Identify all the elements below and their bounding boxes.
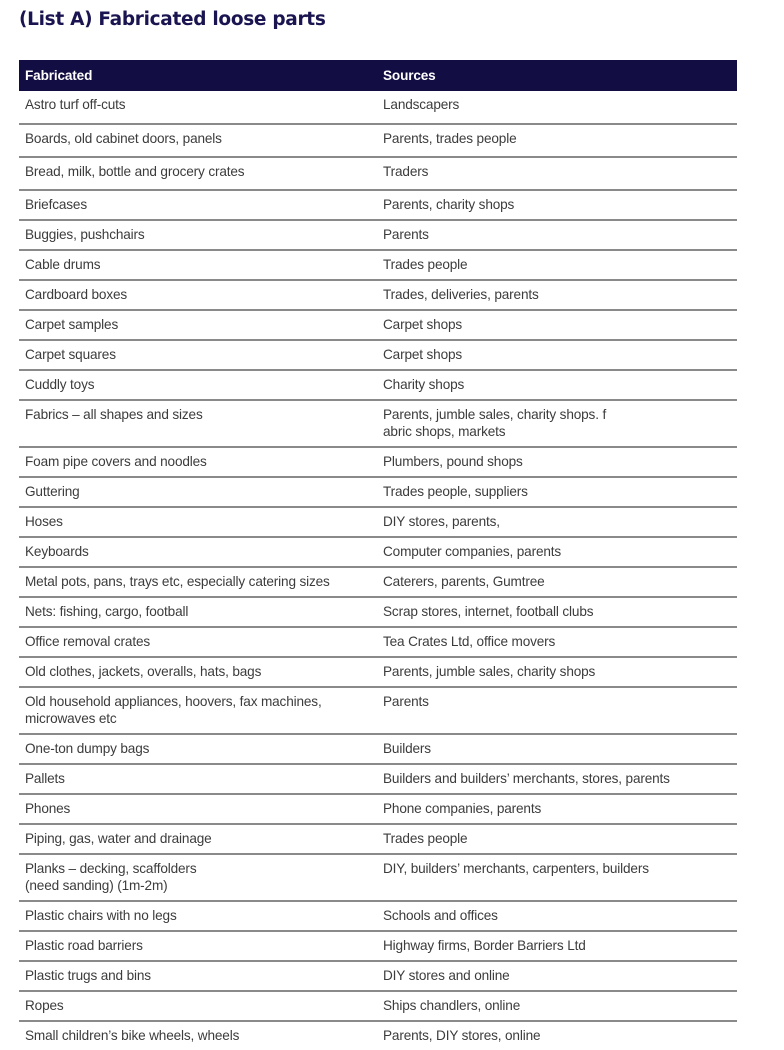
item-cell [19,190,377,220]
item-text-line2: (need sanding) (1m-2m) [25,878,168,893]
item-cell [19,250,377,280]
sources-cell [377,370,737,400]
column-header-sources: Sources [377,60,737,91]
sources-cell [377,190,737,220]
item-text: Bread, milk, bottle and grocery crates [25,164,245,179]
table-row [19,220,737,250]
table-row [19,961,737,991]
table-row [19,477,737,507]
sources-cell [377,901,737,931]
sources-text: Scrap stores, internet, football clubs [383,604,594,619]
table-body [19,91,737,1050]
item-text: Plastic trugs and bins [25,968,151,983]
table-row [19,764,737,794]
sources-text: Schools and offices [383,908,498,923]
table-row [19,537,737,567]
sources-text: Tea Crates Ltd, office movers [383,634,556,649]
sources-text: Plumbers, pound shops [383,454,523,469]
sources-text: DIY stores, parents, [383,514,500,529]
sources-text: Computer companies, parents [383,544,562,559]
table-row [19,310,737,340]
sources-text: Ships chandlers, online [383,998,521,1013]
table-row [19,824,737,854]
table-row [19,734,737,764]
item-text: Old household appliances, hoovers, fax machines, [25,694,322,709]
sources-cell [377,310,737,340]
sources-text: Traders [383,164,429,179]
sources-text: Parents [383,694,429,709]
table-row [19,124,737,157]
item-cell [19,794,377,824]
item-text: Plastic road barriers [25,938,143,953]
sources-text: Trades, deliveries, parents [383,287,539,302]
item-text: Metal pots, pans, trays etc, especially catering sizes [25,574,330,589]
sources-text: DIY stores and online [383,968,510,983]
sources-cell [377,280,737,310]
item-text: Nets: fishing, cargo, football [25,604,189,619]
sources-cell [377,91,737,124]
item-text: Cuddly toys [25,377,95,392]
item-text: Astro turf off-cuts [25,97,126,112]
table-row [19,901,737,931]
item-cell [19,597,377,627]
sources-cell [377,931,737,961]
sources-cell [377,220,737,250]
sources-cell [377,477,737,507]
sources-cell [377,961,737,991]
table-row [19,1021,737,1050]
table-row [19,931,737,961]
page-title: (List A) Fabricated loose parts [19,9,326,30]
item-cell [19,931,377,961]
item-text: Carpet samples [25,317,119,332]
sources-text: Phone companies, parents [383,801,542,816]
sources-text: Parents [383,227,429,242]
table-row [19,794,737,824]
item-cell [19,537,377,567]
item-cell [19,1021,377,1050]
item-text: Guttering [25,484,80,499]
item-text: Buggies, pushchairs [25,227,145,242]
sources-cell [377,854,737,901]
sources-cell [377,447,737,477]
table-row [19,250,737,280]
table-row [19,687,737,734]
item-text: Foam pipe covers and noodles [25,454,207,469]
item-text: Piping, gas, water and drainage [25,831,212,846]
item-cell [19,961,377,991]
item-cell [19,507,377,537]
sources-cell [377,567,737,597]
table-row [19,91,737,124]
item-text: One-ton dumpy bags [25,741,150,756]
sources-text: Trades people [383,831,468,846]
item-cell [19,447,377,477]
item-cell [19,370,377,400]
sources-text: Trades people [383,257,468,272]
sources-text: Builders [383,741,431,756]
item-text: Cable drums [25,257,101,272]
item-text: Hoses [25,514,63,529]
sources-cell [377,687,737,734]
sources-cell [377,507,737,537]
item-text: Small children’s bike wheels, wheels [25,1028,240,1043]
sources-text: Parents, jumble sales, charity shops. f [383,407,607,422]
sources-cell [377,1021,737,1050]
table-row [19,507,737,537]
item-text: Keyboards [25,544,89,559]
table-row [19,400,737,447]
item-cell [19,854,377,901]
item-cell [19,734,377,764]
sources-text: Highway firms, Border Barriers Ltd [383,938,586,953]
sources-text: Parents, trades people [383,131,517,146]
item-text: Phones [25,801,71,816]
item-text: Briefcases [25,197,87,212]
table-row [19,340,737,370]
item-text: Cardboard boxes [25,287,128,302]
item-text: Ropes [25,998,64,1013]
table-row [19,567,737,597]
sources-cell [377,764,737,794]
item-cell [19,687,377,734]
sources-text: Carpet shops [383,317,463,332]
table-row [19,627,737,657]
table-row [19,597,737,627]
table-row [19,447,737,477]
item-cell [19,340,377,370]
table-row [19,157,737,190]
item-text-line2: microwaves etc [25,711,117,726]
sources-text: Caterers, parents, Gumtree [383,574,545,589]
sources-cell [377,597,737,627]
sources-cell [377,340,737,370]
item-text: Plastic chairs with no legs [25,908,177,923]
item-cell [19,657,377,687]
header-row [19,60,737,91]
sources-cell [377,734,737,764]
table-header [19,60,737,91]
sources-text: Builders and builders’ merchants, stores, parents [383,771,670,786]
sources-cell [377,794,737,824]
sources-cell [377,537,737,567]
sources-cell [377,657,737,687]
item-cell [19,400,377,447]
item-cell [19,280,377,310]
item-text: Boards, old cabinet doors, panels [25,131,222,146]
sources-text: Parents, jumble sales, charity shops [383,664,596,679]
sources-text: Parents, DIY stores, online [383,1028,541,1043]
sources-cell [377,824,737,854]
sources-cell [377,157,737,190]
table-row [19,991,737,1021]
table-row [19,280,737,310]
item-cell [19,991,377,1021]
table-row [19,370,737,400]
table-row [19,854,737,901]
sources-text: Parents, charity shops [383,197,515,212]
item-text: Old clothes, jackets, overalls, hats, bags [25,664,262,679]
sources-text: DIY, builders’ merchants, carpenters, builders [383,861,649,876]
item-cell [19,567,377,597]
item-cell [19,901,377,931]
sources-cell [377,627,737,657]
sources-text: Trades people, suppliers [383,484,528,499]
table-row [19,657,737,687]
sources-text: Landscapers [383,97,460,112]
item-text: Fabrics – all shapes and sizes [25,407,203,422]
item-text: Office removal crates [25,634,151,649]
sources-text-line2: abric shops, markets [383,424,506,439]
sources-cell [377,124,737,157]
sources-text: Charity shops [383,377,465,392]
item-cell [19,157,377,190]
sources-cell [377,250,737,280]
table-row [19,190,737,220]
item-cell [19,764,377,794]
item-text: Carpet squares [25,347,116,362]
sources-text: Carpet shops [383,347,463,362]
item-cell [19,310,377,340]
item-cell [19,824,377,854]
item-cell [19,124,377,157]
item-cell [19,627,377,657]
item-cell [19,477,377,507]
column-header-fabricated: Fabricated [19,60,377,91]
item-cell [19,220,377,250]
item-text: Pallets [25,771,65,786]
item-cell [19,91,377,124]
sources-cell [377,400,737,447]
item-text: Planks – decking, scaffolders [25,861,197,876]
loose-parts-table [19,60,737,1050]
sources-cell [377,991,737,1021]
